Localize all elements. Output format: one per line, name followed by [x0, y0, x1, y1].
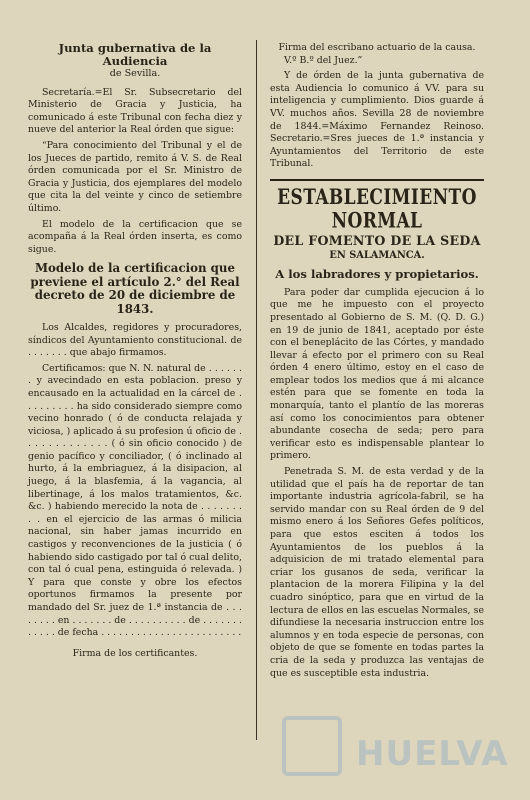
title-labradores: A los labradores y propietarios. — [275, 267, 479, 282]
visto-bueno: V.º B.º del Juez.” — [284, 54, 363, 66]
left-column — [28, 42, 242, 660]
library-watermark — [270, 712, 509, 782]
horizontal-rule — [270, 179, 484, 181]
title-salamanca: EN SALAMANCA. — [329, 249, 425, 261]
column-divider — [256, 40, 257, 740]
right-column — [270, 42, 484, 683]
paragraph: Los Alcaldes, regidores y procuradores, síndicos del Ayuntamiento constitucional. de . . . . . . . que abajo firmamos. — [28, 321, 242, 359]
title-establecimiento: ESTABLECIMIENTO NORMAL — [277, 184, 477, 234]
paragraph: “Para conocimiento del Tribunal y el de los Jueces de partido, remito á V. S. de Real órden comunicada por el Sr. Ministro de Gracia y Justicia, dos ejemplares del modelo que cita la del veinte y cinco de setiembre último. — [28, 139, 242, 214]
left-heading: Junta gubernativa de la Audiencia — [58, 41, 212, 68]
watermark-text: HUELVA — [356, 734, 509, 774]
paragraph: Certificamos: que N. N. natural de . . . . . . . y avecindado en esta poblacion. preso y encausado en la actualidad en la cárcel de . . . . . . . . . ha sido considerado siempre como vecino honrado ( ó de conducta relajada y viciosa, ) aplicado á su profesion ú oficio de . . . . . . . . . . . . . ( ó sin oficio conocido ) de genio pacífico y conciliador, ( ó inclinado al hurto, á la embriaguez, á la disipacion, al juego, á la blasfemia, á la vagancia, al libertinage, á los malos tratamientos, &c. &c. ) habiendo merecido la nota de . . . . . . . . . en el ejercicio de las armas ó milicia nacional, sin haber jamas incurrido en castigos y reconvenciones de la justicia ( ó habiendo sido castigado por tal ó cual delito, con tal ó cual pena, estinguida ó relevada. ) Y para que conste y obre los efectos oportunos firmamos la presente por mandado del Sr. juez de 1.ª instancia de . . . . . . . . en . . . . . . . de . . . . . . . . . . de . . . . . . . . . . . . de fecha . . . . . . . . . . . . . . . . . . . . . . . . — [28, 362, 242, 639]
paragraph: Penetrada S. M. de esta verdad y de la utilidad que el país ha de reportar de tan importante industria agrícola-fabril, se ha servido mandar con su Real órden de 9 del mismo enero á los Señores Gefes políticos, para que estos esciten á todos los Ayuntamientos de los pueblos á la adquisicion de mi tratado elemental para criar los gusanos de seda, verificar la plantacion de la morera Filipina y la del cuadro sinóptico, para que en virtud de la lectura de ellos en las escuelas Normales, se difundiese la necesaria instruccion entre los alumnos y en toda especie de personas, con objeto de que se fomente en todas partes la cria de la seda y produzca las ventajas de que es susceptible esta industria. — [270, 466, 484, 679]
paragraph: Para poder dar cumplida ejecucion á lo que me he impuesto con el proyecto presentado al Gobierno de S. M. (Q. D. G.) en 19 de junio de 1841, aceptado por éste con el beneplácito de las Córtes, y mandado llevar á efecto por el primero con su Real órden 4 enero último, estoy en el caso de emplear todos los medios que á mi alcance estén para que se fomente en toda la monarquía, tanto el plantío de las moreras así como los conocimientos para obtener abundante cosecha de seda; pero para verificar esto es indispensable plantear lo primero. — [270, 286, 484, 462]
paragraph: Y de órden de la junta gubernativa de esta Audiencia lo comunico á VV. para su inteligencia y cumplimiento. Dios guarde á VV. muchos años. Sevilla 28 de noviembre de 1844.=Máximo Fernandez Reinoso. Secretario.=Sres jueces de 1.ª instancia y Ayuntamientos del Territorio de este Tribunal. — [270, 70, 484, 170]
title-fomento: DEL FOMENTO DE LA SEDA — [273, 232, 481, 248]
left-heading-sub: de Sevilla. — [109, 68, 161, 79]
signature-escribano: Firma del escribano actuario de la causa. — [278, 42, 476, 53]
signature-certificantes: Firma de los certificantes. — [72, 647, 198, 659]
paragraph: El modelo de la certificacion que se acompaña á la Real órden inserta, es como sigue. — [28, 218, 242, 255]
modelo-heading: Modelo de la certificacion que previene el artículo 2.° del Real decreto de 20 de diciembre de 1843. — [30, 261, 240, 316]
seal-icon — [282, 716, 342, 776]
paragraph: Secretaría.=El Sr. Subsecretario del Ministerio de Gracia y Justicia, ha comunicado á este Tribunal con fecha diez y nueve del anterior la Real órden que sigue: — [28, 86, 242, 136]
